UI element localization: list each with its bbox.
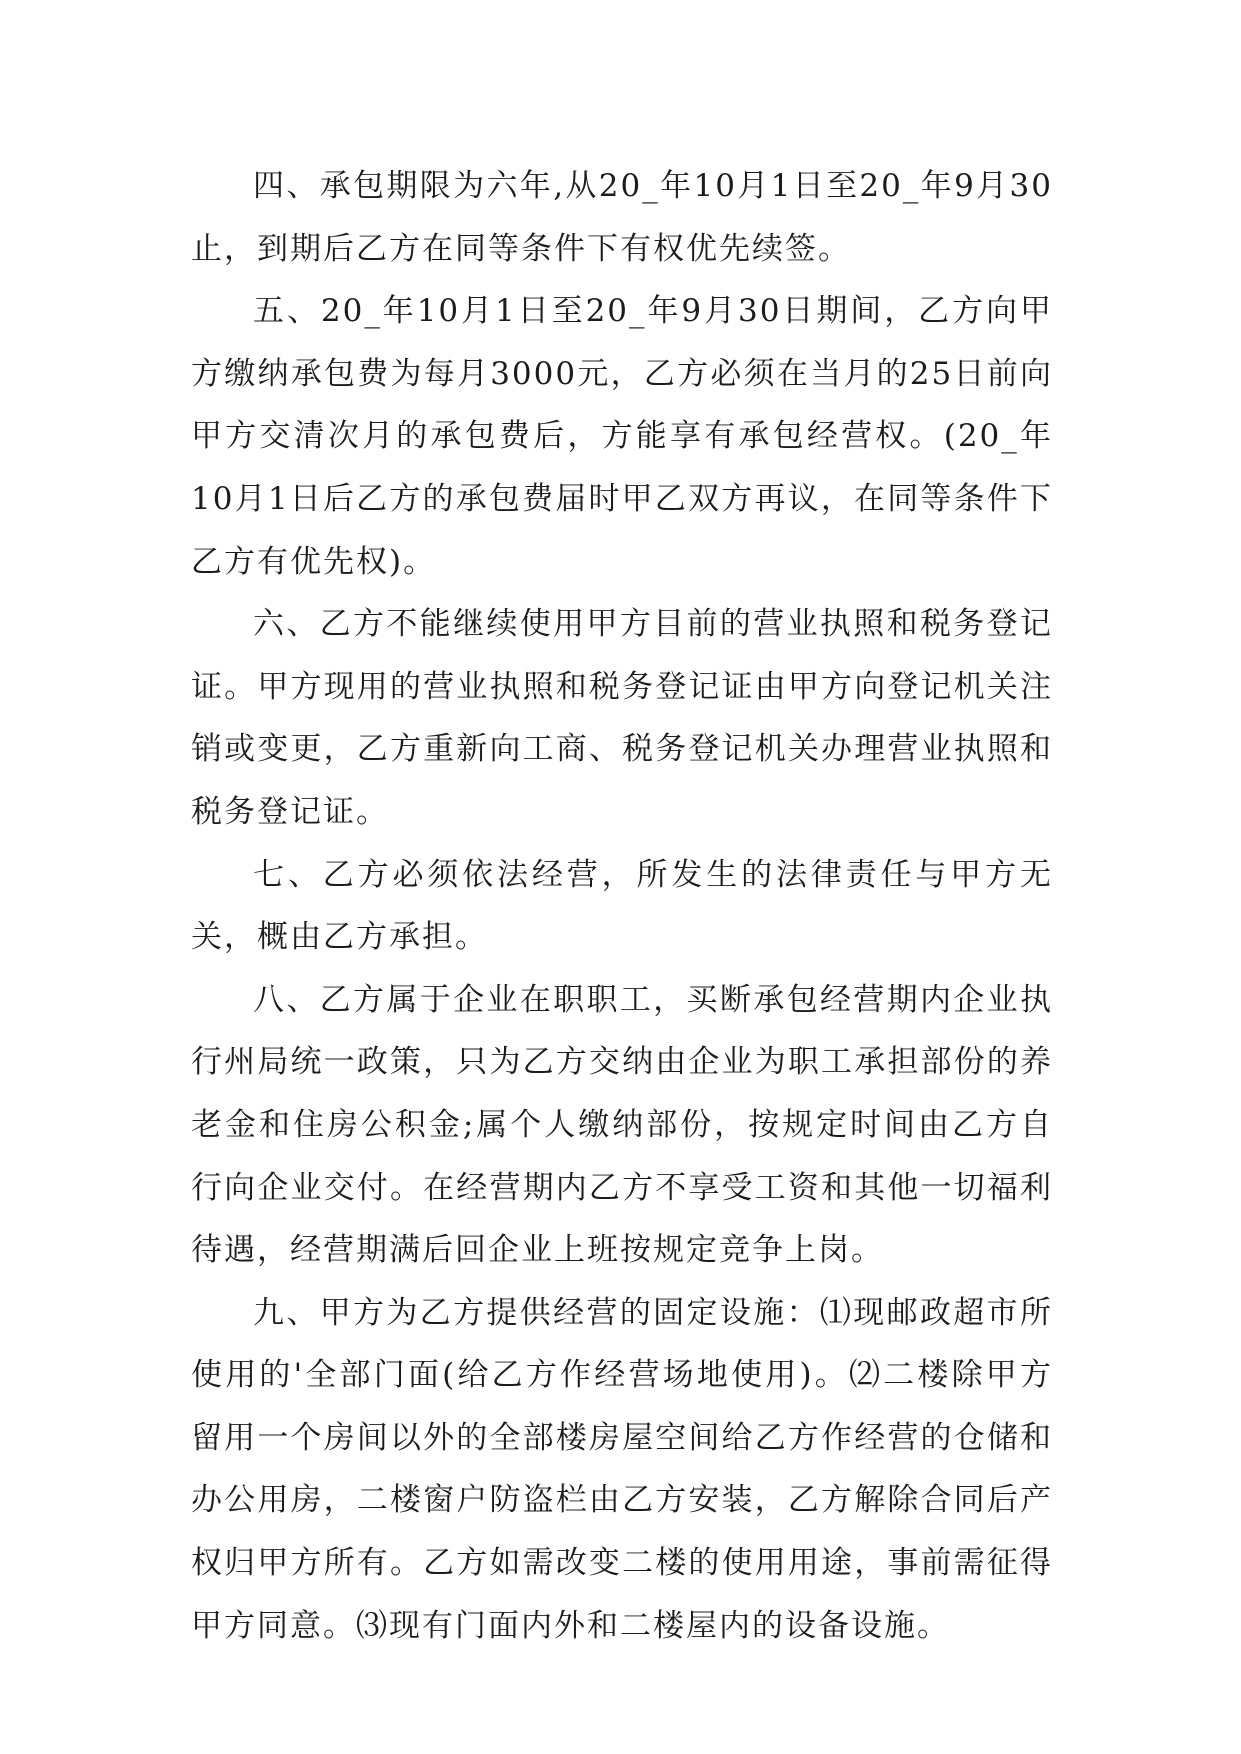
clause-6-paragraph: 六、乙方不能继续使用甲方目前的营业执照和税务登记证。甲方现用的营业执照和税务登记证由甲方向登记机关注销或变更，乙方重新向工商、税务登记机关办理营业执照和税务登记证。 <box>191 606 1053 830</box>
clause-8-paragraph: 八、乙方属于企业在职职工，买断承包经营期内企业执行州局统一政策，只为乙方交纳由企业为职工承担部份的养老金和住房公积金;属个人缴纳部份，按规定时间由乙方自行向企业交付。在经营期内乙方不享受工资和其他一切福利待遇，经营期满后回企业上班按规定竞争上岗。 <box>191 981 1053 1269</box>
clause-9-paragraph: 九、甲方为乙方提供经营的固定设施：⑴现邮政超市所使用的'全部门面(给乙方作经营场地使用)。⑵二楼除甲方留用一个房间以外的全部楼房屋空间给乙方作经营的仓储和办公用房，二楼窗户防盗栏由乙方安装，乙方解除合同后产权归甲方所有。乙方如需改变二楼的使用用途，事前需征得甲方同意。⑶现有门面内外和二楼屋内的设备设施。 <box>191 1294 1053 1644</box>
clause-7-paragraph: 七、乙方必须依法经营，所发生的法律责任与甲方无关，概由乙方承担。 <box>191 856 1053 956</box>
clause-5-paragraph: 五、20_年10月1日至20_年9月30日期间，乙方向甲方缴纳承包费为每月3000元，乙方必须在当月的25日前向甲方交清次月的承包费后，方能享有承包经营权。(20_年10月1日后乙方的承包费届时甲乙双方再议，在同等条件下乙方有优先权)。 <box>191 293 1053 580</box>
clause-4-paragraph: 四、承包期限为六年,从20_年10月1日至20_年9月30止，到期后乙方在同等条件下有权优先续签。 <box>191 168 1053 267</box>
document-body <box>191 155 1053 1657</box>
